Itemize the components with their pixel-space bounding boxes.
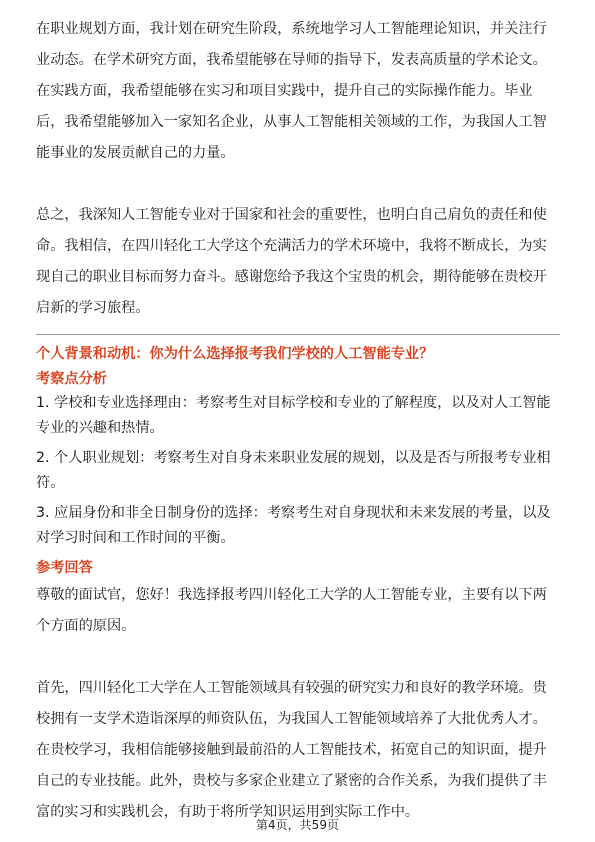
conclusion-paragraph: 总之，我深知人工智能专业对于国家和社会的重要性，也明白自己肩负的责任和使命。我相信，在四川轻化工大学这个充满活力的学术环境中，我将不断成长，为实现自己的职业目标而努力奋斗。感谢您给予我这个宝贵的机会，期待能够在贵校开启新的学习旅程。 bbox=[36, 207, 547, 316]
question-title: 个人背景和动机：你为什么选择报考我们学校的人工智能专业？ bbox=[36, 346, 434, 362]
analysis-point-3: 3. 应届身份和非全日制身份的选择：考察考生对自身现状和未来发展的考量，以及对学习时间和工作时间的平衡。 bbox=[36, 505, 551, 546]
answer-intro-paragraph: 尊敬的面试官，您好！我选择报考四川轻化工大学的人工智能专业，主要有以下两个方面的原因。 bbox=[36, 587, 547, 634]
analysis-point-1: 1. 学校和专业选择理由：考察考生对目标学校和专业的了解程度，以及对人工智能专业的兴趣和热情。 bbox=[36, 395, 551, 436]
paragraph-gap bbox=[36, 169, 560, 200]
analysis-point-2: 2. 个人职业规划：考察考生对自身未来职业发展的规划，以及是否与所报考专业相符。 bbox=[36, 450, 551, 491]
analysis-heading: 考察点分析 bbox=[36, 371, 107, 387]
answer-first-reason-paragraph: 首先，四川轻化工大学在人工智能领域具有较强的研究实力和良好的教学环境。贵校拥有一支学术造诣深厚的师资队伍，为我国人工智能领域培养了大批优秀人才。在贵校学习，我相信能够接触到最前沿的人工智能技术，拓宽自己的知识面，提升自己的专业技能。此外，贵校与多家企业建立了紧密的合作关系，为我们提供了丰富的实习和实践机会，有助于将所学知识运用到实际工作中。 bbox=[36, 680, 547, 820]
paragraph-gap bbox=[36, 642, 560, 673]
document-page bbox=[36, 14, 560, 828]
answer-heading: 参考回答 bbox=[36, 560, 93, 576]
section-divider bbox=[36, 334, 560, 335]
page-number: 第4页，共59页 bbox=[256, 818, 339, 832]
career-plan-paragraph: 在职业规划方面，我计划在研究生阶段，系统地学习人工智能理论知识，并关注行业动态。在学术研究方面，我希望能够在导师的指导下，发表高质量的学术论文。在实践方面，我希望能够在实习和项目实践中，提升自己的实际操作能力。毕业后，我希望能够加入一家知名企业，从事人工智能相关领域的工作，为我国人工智能事业的发展贡献自己的力量。 bbox=[36, 21, 547, 161]
